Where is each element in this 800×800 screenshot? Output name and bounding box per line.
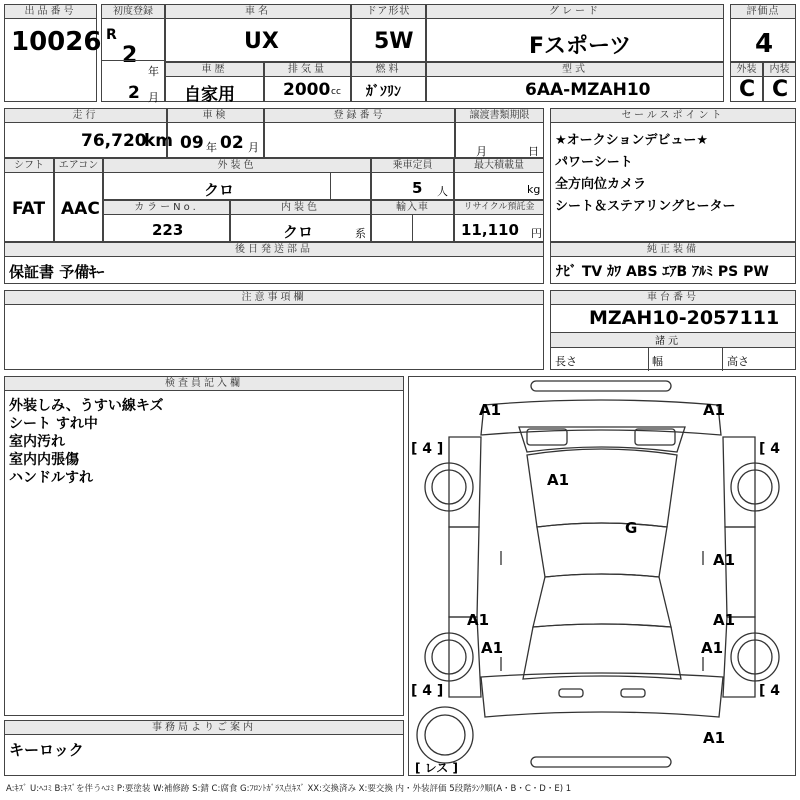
office-text: キーロック xyxy=(9,741,84,759)
mileage-box xyxy=(4,108,174,158)
sales-points-box xyxy=(550,108,796,242)
displacement-unit: cc xyxy=(331,87,341,97)
tire-rear-left: [ 4 ] xyxy=(411,683,444,699)
damage-mark-right-rear: A1 xyxy=(701,639,724,657)
lot-number: 10026 xyxy=(11,27,102,57)
grade-box xyxy=(426,4,724,62)
interior-label: 内装 xyxy=(764,63,795,77)
transfer-deadline-box xyxy=(455,108,544,158)
capacity-label: 乗車定員 xyxy=(372,159,453,173)
reg-month: 2 xyxy=(128,83,140,103)
tire-front-right: [ 4 xyxy=(759,441,781,457)
damage-diagram xyxy=(408,376,796,776)
recycle: 11,110 xyxy=(461,221,519,239)
capacity-unit: 人 xyxy=(437,185,448,198)
int-color-label: 内装色 xyxy=(231,201,370,215)
office-box xyxy=(4,720,404,776)
inspection-label: 車検 xyxy=(168,109,263,123)
inspector-line-1: 外装しみ、うすい線キズ xyxy=(9,398,164,414)
score: 4 xyxy=(755,29,774,59)
int-color-box xyxy=(230,200,371,242)
first-reg-label: 初度登録 xyxy=(102,5,164,19)
color-no: 223 xyxy=(152,221,184,239)
capacity: 5 xyxy=(412,179,423,197)
model-box xyxy=(426,62,724,102)
transfer-day: 日 xyxy=(528,145,539,158)
history-label: 車歴 xyxy=(166,63,263,77)
displacement-box xyxy=(264,62,351,102)
reg-year: 2 xyxy=(122,43,138,68)
exterior-grade: C xyxy=(739,77,756,102)
inspector-line-5: ハンドルすれ xyxy=(9,470,93,486)
ext-color-box xyxy=(103,158,371,200)
history: 自家用 xyxy=(184,85,235,105)
displacement-label: 排気量 xyxy=(265,63,350,77)
color-no-box xyxy=(103,200,230,242)
height-label: 高さ xyxy=(727,355,749,368)
reg-month-unit: 月 xyxy=(148,91,159,104)
interior-grade-box xyxy=(763,62,796,102)
color-no-label: カラーNo. xyxy=(104,201,229,215)
inspection-box xyxy=(167,108,264,158)
inspection-year: 09 xyxy=(180,133,204,153)
chassis-label: 車台番号 xyxy=(551,291,795,305)
max-load-box xyxy=(454,158,544,200)
damage-mark-windshield: G xyxy=(625,519,638,537)
inspector-line-2: シート すれ中 xyxy=(9,416,98,432)
car-outline xyxy=(409,377,795,775)
grade: Fスポーツ xyxy=(529,34,632,59)
transfer-month: 月 xyxy=(476,145,487,158)
fuel-label: 燃料 xyxy=(352,63,425,77)
equipment-items: ﾅﾋﾞ TV ｶﾜ ABS ｴｱB ｱﾙﾐ PS PW xyxy=(556,264,769,280)
model: 6AA-MZAH10 xyxy=(525,80,651,100)
car-name-box xyxy=(165,4,351,62)
notes-label: 注意事項欄 xyxy=(5,291,543,305)
score-label: 評価点 xyxy=(731,5,795,19)
recycle-unit: 円 xyxy=(531,227,542,240)
capacity-box xyxy=(371,158,454,200)
damage-mark-left-rear-door: A1 xyxy=(467,611,490,629)
fuel: ｶﾞｿﾘﾝ xyxy=(366,84,401,100)
tire-front-left: [ 4 ] xyxy=(411,441,444,457)
car-name-label: 車名 xyxy=(166,5,350,19)
dims-label: 諸元 xyxy=(655,336,681,347)
recycle-label: リサイクル預託金 xyxy=(455,201,543,215)
sales-points-label: セールスポイント xyxy=(551,109,795,123)
ac-label: エアコン xyxy=(55,159,102,173)
later-parts-box xyxy=(4,242,544,284)
damage-mark-hood: A1 xyxy=(547,471,570,489)
damage-mark-rear-bumper: A1 xyxy=(703,729,726,747)
equipment-label: 純正装備 xyxy=(551,243,795,257)
damage-mark-left-rear: A1 xyxy=(481,639,504,657)
displacement: 2000 xyxy=(283,80,331,100)
length-label: 長さ xyxy=(555,355,577,368)
max-load-label: 最大積載量 xyxy=(455,159,543,173)
sales-point-4: シート＆ステアリングヒーター xyxy=(555,199,736,214)
int-color: クロ xyxy=(283,223,314,241)
spare-tire: [ レス ] xyxy=(415,761,458,775)
inspector-line-4: 室内内張傷 xyxy=(9,452,79,468)
mileage-unit: km xyxy=(144,131,174,151)
damage-mark-right-rear-door: A1 xyxy=(713,611,736,629)
damage-mark-front-left: A1 xyxy=(479,401,502,419)
chassis-box xyxy=(550,290,796,370)
inspection-year-unit: 年 xyxy=(206,141,217,154)
import-box xyxy=(371,200,454,242)
width-label: 幅 xyxy=(652,355,663,368)
interior-grade: C xyxy=(772,77,789,102)
shift-label: シフト xyxy=(5,159,53,173)
exterior-grade-box xyxy=(730,62,763,102)
ac: AAC xyxy=(61,199,100,219)
inspector-label: 検査員記入欄 xyxy=(5,377,403,391)
ac-box xyxy=(54,158,103,242)
lot-box xyxy=(4,4,102,102)
shift: FAT xyxy=(12,199,46,219)
tire-rear-right: [ 4 xyxy=(759,683,781,699)
grade-label: グレード xyxy=(427,5,723,19)
int-color-unit: 系 xyxy=(355,227,366,240)
sales-point-3: 全方向位カメラ xyxy=(555,177,647,192)
inspection-month: 02 xyxy=(220,133,244,153)
transfer-label: 譲渡書類期限 xyxy=(456,109,543,123)
inspection-month-unit: 月 xyxy=(248,141,259,154)
later-parts: 保証書 予備ｷｰ xyxy=(9,263,105,281)
reg-year-unit: 年 xyxy=(148,65,159,78)
model-label: 型式 xyxy=(427,63,723,77)
equipment-box xyxy=(550,242,796,284)
era: R xyxy=(106,27,117,43)
first-registration-box xyxy=(101,4,165,102)
door-box xyxy=(351,4,426,62)
mileage: 76,720 xyxy=(81,131,147,151)
recycle-box xyxy=(454,200,544,242)
office-label: 事務局よりご案内 xyxy=(5,721,403,735)
notes-box xyxy=(4,290,544,370)
history-box xyxy=(165,62,264,105)
mileage-label: 走行 xyxy=(5,109,166,123)
chassis-number: MZAH10-2057111 xyxy=(589,307,780,329)
door-label: ドア形状 xyxy=(352,5,425,19)
registration-no-box xyxy=(264,108,455,158)
sales-point-1: ★オークションデビュー★ xyxy=(555,133,709,148)
registration-no-label: 登録番号 xyxy=(265,109,454,123)
damage-mark-right-door: A1 xyxy=(713,551,736,569)
car-name: UX xyxy=(244,29,279,54)
later-parts-label: 後日発送部品 xyxy=(5,243,543,257)
door-type: 5W xyxy=(374,29,414,54)
damage-mark-front-right: A1 xyxy=(703,401,726,419)
exterior-label: 外装 xyxy=(731,63,762,77)
import-label: 輸入車 xyxy=(372,201,453,215)
ext-color-label: 外装色 xyxy=(104,159,370,173)
score-box xyxy=(730,4,796,62)
inspector-line-3: 室内汚れ xyxy=(9,434,65,450)
lot-label: 出品番号 xyxy=(5,5,96,19)
sales-point-2: パワーシート xyxy=(555,155,633,170)
fuel-box xyxy=(351,62,426,102)
legend: A:ｷｽﾞ U:ﾍｺﾐ B:ｷｽﾞを伴うﾍｺﾐ P:要塗装 W:補修跡 S:錆 C:腐食 G:ﾌﾛﾝﾄｶﾞﾗｽ点ｷｽﾞ XX:交換済み X:要交換 内・外装評価 5段階ﾗﾝｸ順(A・B・C・D・E) 1 xyxy=(6,784,572,794)
max-load-unit: kg xyxy=(527,183,541,196)
shift-box xyxy=(4,158,54,242)
inspector-box xyxy=(4,376,404,716)
ext-color: クロ xyxy=(204,181,235,199)
